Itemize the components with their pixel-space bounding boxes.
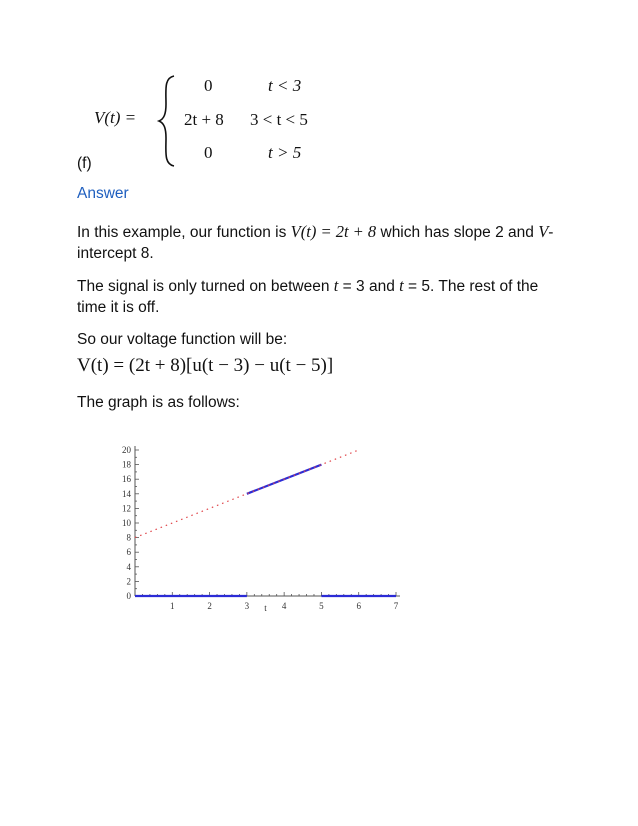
y-tick-label: 18 xyxy=(122,459,131,470)
x-tick-label: 6 xyxy=(356,601,361,611)
text: The signal is only turned on between xyxy=(77,278,334,295)
y-tick-label: 20 xyxy=(122,445,131,455)
paragraph-voltage: So our voltage function will be: xyxy=(77,331,288,348)
x-tick-label: 3 xyxy=(244,601,250,611)
y-tick-label: 4 xyxy=(126,561,131,572)
part-label: (f) xyxy=(77,155,92,172)
y-tick-label: 12 xyxy=(122,503,131,514)
x-axis-label: t xyxy=(264,603,267,613)
text: = 3 and xyxy=(338,278,400,295)
y-tick-label: 8 xyxy=(126,532,131,543)
y-tick-label: 2 xyxy=(126,576,131,587)
chart-axes xyxy=(135,446,400,596)
text: = 5. The rest of the time it is off. xyxy=(77,278,539,316)
row2-value: 2t + 8 xyxy=(184,110,224,129)
x-tick-label: 2 xyxy=(207,601,212,611)
equation-lhs: V(t) = xyxy=(94,108,137,127)
row1-value: 0 xyxy=(204,76,213,95)
text: -intercept 8. xyxy=(77,224,554,262)
inline-math: t xyxy=(399,276,404,295)
inline-math: V xyxy=(538,222,549,241)
voltage-chart xyxy=(100,436,410,616)
text: In this example, our function is xyxy=(77,224,291,241)
text: which has slope 2 and xyxy=(376,224,539,241)
row1-condition: t < 3 xyxy=(268,76,302,95)
inline-math: t xyxy=(333,276,339,295)
x-tick-label: 1 xyxy=(170,601,175,611)
y-tick-label: 6 xyxy=(126,547,131,558)
y-tick-label: 14 xyxy=(122,488,131,499)
y-tick-label: 16 xyxy=(122,474,131,485)
paragraph-signal xyxy=(77,275,562,318)
y-tick-label: 10 xyxy=(122,518,131,528)
row2-condition: 3 < t < 5 xyxy=(250,110,308,129)
row3-value: 0 xyxy=(204,143,213,162)
paragraph-function xyxy=(77,221,562,264)
y-tick-label: 0 xyxy=(126,591,131,601)
x-tick-label: 4 xyxy=(281,601,287,611)
answer-link[interactable]: Answer xyxy=(77,185,129,202)
voltage-equation: V(t) = (2t + 8)[u(t − 3) − u(t − 5)] xyxy=(77,355,334,376)
chart-series xyxy=(135,450,396,596)
inline-math: V(t) = 2t + 8 xyxy=(290,222,377,241)
row3-condition: t > 5 xyxy=(268,143,302,162)
x-tick-label: 7 xyxy=(393,601,399,611)
chart-ticks xyxy=(122,445,399,613)
paragraph-graph-intro: The graph is as follows: xyxy=(77,394,240,411)
x-tick-label: 5 xyxy=(319,601,324,611)
